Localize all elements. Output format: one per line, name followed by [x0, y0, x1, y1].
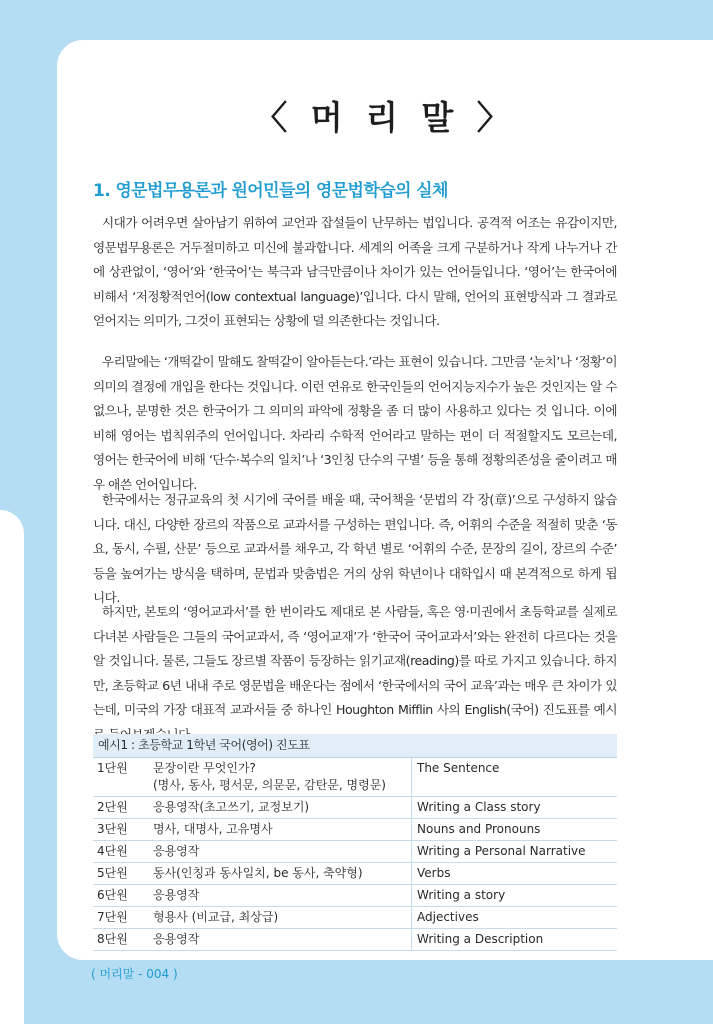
unit-cell: 2단원: [93, 797, 149, 819]
unit-cell: 1단원: [93, 758, 149, 797]
unit-cell: 8단원: [93, 929, 149, 951]
table-row: [93, 863, 617, 885]
unit-cell: 5단원: [93, 863, 149, 885]
english-cell: Writing a Personal Narrative: [412, 841, 618, 863]
unit-cell: 3단원: [93, 819, 149, 841]
english-cell: Adjectives: [412, 907, 618, 929]
table-row: [93, 841, 617, 863]
page-title: 〈 머 리 말 〉: [254, 98, 516, 137]
topic-cell: 명사, 대명사, 고유명사: [149, 819, 412, 841]
topic-cell: 응용영작: [149, 885, 412, 907]
topic-cell: 응용영작: [149, 929, 412, 951]
english-cell: Writing a Description: [412, 929, 618, 951]
side-tab: [0, 510, 24, 1024]
english-cell: The Sentence: [412, 758, 618, 797]
table-row: [93, 907, 617, 929]
topic-cell: [149, 758, 412, 797]
table-row: [93, 797, 617, 819]
topic-cell: 응용영작(초고쓰기, 교정보기): [149, 797, 412, 819]
table-caption-row: [93, 734, 617, 758]
topic-cell: 응용영작: [149, 841, 412, 863]
table-row: [93, 929, 617, 951]
english-cell: Writing a Class story: [412, 797, 618, 819]
unit-cell: 4단원: [93, 841, 149, 863]
body-paragraph: 하지만, 본토의 ‘영어교과서’를 한 번이라도 제대로 본 사람들, 혹은 영·미권에서 초등학교를 실제로 다녀본 사람들은 그들의 국어교과서, 즉 ‘영어교재’가 ‘한국어 국어교과서’와는 완전히 다르다는 것을 알 것입니다. 물론, 그들도 장르별 작품이 등장하는 읽기교재(reading)를 따로 가지고 있습니다. 하지만, 초등학교 6년 내내 주로 영문법을 배운다는 점에서 ‘한국에서의 국어 교육’과는 매우 큰 차이가 있는데, 미국의 가장 대표적 교과서들 중 하나인 Houghton Mifflin 사의 English(국어) 진도표를 예시: [93, 604, 617, 718]
topic-cell: 형용사 (비교급, 최상급): [149, 907, 412, 929]
table-row: [93, 758, 617, 797]
topic-text: 문장이란 무엇인가?: [153, 761, 256, 775]
section-heading: 1. 영문법무용론과 원어민들의 영문법학습의 실체: [93, 181, 448, 201]
body-paragraph: 시대가 어려우면 살아남기 위하여 교언과 잡설들이 난무하는 법입니다. 공격적 어조는 유감이지만, 영문법무용론은 거두절미하고 미신에 불과합니다. 세계의 어족을 크게 구분하거나 작게 나누거나 간에 상관없이, ‘영어’와 ‘한국어’는 북극과 남극만큼이나 차이가 있는 언어들입니다. ‘영어’는 한국어에 비해서 ‘저정황적언어(low contextual language)’입니다. 다시 말해, 언어의 표현방식과 그 결과로 얻어지는 의미가, 그것이 표현되는 상황에 덜 의존한다는 것입니다.: [93, 215, 617, 329]
table-row: [93, 885, 617, 907]
unit-cell: 7단원: [93, 907, 149, 929]
curriculum-table: [93, 734, 617, 951]
body-paragraph: 한국에서는 정규교육의 첫 시기에 국어를 배울 때, 국어책을 ‘문법의 각 장(章)’으로 구성하지 않습니다. 대신, 다양한 장르의 작품으로 교과서를 구성하는 편입니다. 즉, 어휘의 수준을 적절히 맞춘 ‘동요, 동시, 수필, 산문’ 등으로 교과서를 채우고, 각 학년 별로 ‘어휘의 수준, 문장의 길이, 장르의 수준’ 등을 높여가는 방식을 택하며, 문법과 맞춤법은 거의 상위 학년이나 대학입시 때 본격적으로 하게 됩니다.: [93, 492, 617, 606]
unit-cell: 6단원: [93, 885, 149, 907]
page-footer: ( 머리말 - 004 ): [91, 967, 178, 981]
body-paragraph: 우리말에는 ‘개떡같이 말해도 찰떡같이 알아듣는다.’라는 표현이 있습니다. 그만큼 ‘눈치’나 ‘정황’이 의미의 결정에 개입을 한다는 것입니다. 이런 연유로 한국인들의 언어지능지수가 높은 것인지는 알 수 없으나, 분명한 것은 한국어가 그 의미의 파악에 정황을 좀 더 많이 사용하고 있다는 것 입니다. 이에 비해 영어는 법칙위주의 언어입니다. 차라리 수학적 언어라고 말하는 편이 더 적절할지도 모르는데, 영어는 한국어에 비해 ‘단수·복수의 일치’나 ‘3인칭 단수의 구별’ 등을 통해 정황의존성을 줄이려고 매우 애쓴 언어입니다.: [93, 354, 617, 492]
topic-cell: 동사(인칭과 동사일치, be 동사, 축약형): [149, 863, 412, 885]
english-cell: Nouns and Pronouns: [412, 819, 618, 841]
english-cell: Verbs: [412, 863, 618, 885]
table-row: [93, 819, 617, 841]
english-cell: Writing a story: [412, 885, 618, 907]
topic-subtext: (명사, 동사, 평서문, 의문문, 감탄문, 명령문): [153, 778, 386, 792]
table-caption: 예시1 : 초등학교 1학년 국어(영어) 진도표: [93, 734, 617, 758]
